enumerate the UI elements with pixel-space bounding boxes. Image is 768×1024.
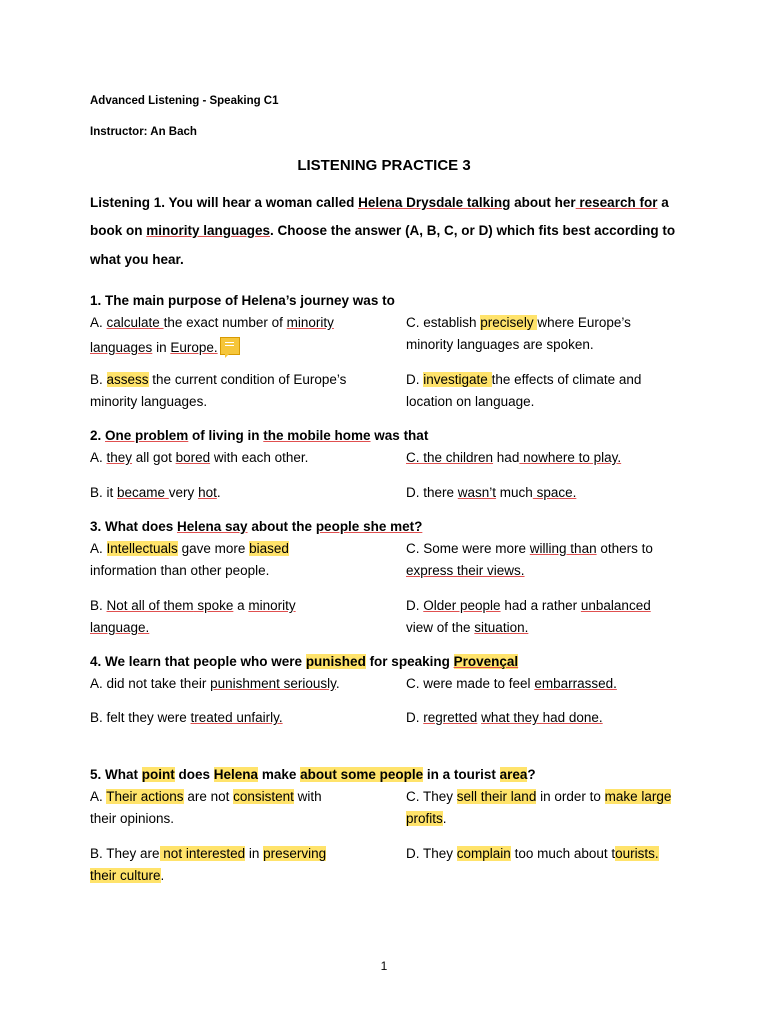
intro-line-3: what you hear. (90, 252, 184, 267)
comment-icon[interactable] (220, 337, 240, 355)
page-number: 1 (380, 959, 388, 973)
q1-option-c-cont: minority languages are spoken. (406, 337, 594, 352)
q1-option-b-cont: minority languages. (90, 394, 208, 409)
question-4: 4. We learn that people who were punished for speaking Provençal (90, 654, 519, 669)
q3-option-a: A. Intellectuals gave more biased (90, 541, 289, 556)
q1-option-c: C. establish precisely where Europe’s (406, 315, 631, 330)
q5-option-a: A. Their actions are not consistent with (90, 789, 322, 804)
q4-option-a: A. did not take their punishment seriously. (90, 676, 340, 691)
q3-option-d: D. Older people had a rather unbalanced (406, 598, 651, 613)
q5-option-b: B. They are not interested in preserving (90, 846, 327, 861)
q2-option-b: B. it became very hot. (90, 485, 221, 500)
q1-option-d-cont: location on language. (406, 394, 535, 409)
q2-option-c: C. the children had nowhere to play. (406, 450, 622, 465)
q4-option-b: B. felt they were treated unfairly. (90, 710, 283, 725)
intro-line-2: book on minority languages. Choose the answer (A, B, C, or D) which fits best according to (90, 223, 676, 238)
q4-option-d: D. regretted what they had done. (406, 710, 603, 725)
q5-option-c: C. They sell their land in order to make large (406, 789, 672, 804)
q5-option-a-cont: their opinions. (90, 811, 175, 826)
q3-option-c: C. Some were more willing than others to (406, 541, 653, 556)
q5-option-c-cont: profits. (406, 811, 447, 826)
instructor-name: Instructor: An Bach (90, 126, 197, 138)
question-5: 5. What point does Helena make about some people in a tourist area? (90, 767, 536, 782)
q5-option-b-cont: their culture. (90, 868, 165, 883)
q1-option-b: B. assess the current condition of Europe’s (90, 372, 347, 387)
page-title: LISTENING PRACTICE 3 (297, 157, 471, 174)
q1-option-a-cont: languages in Europe. (90, 337, 240, 355)
course-title: Advanced Listening - Speaking C1 (90, 95, 279, 107)
q1-option-d: D. investigate the effects of climate and (406, 372, 642, 387)
q1-option-a: A. calculate the exact number of minority (90, 315, 334, 330)
q3-option-b-cont: language. (90, 620, 150, 635)
intro-line-1: Listening 1. You will hear a woman called Helena Drysdale talking about her research for a (90, 195, 669, 210)
q3-option-b: B. Not all of them spoke a minority (90, 598, 296, 613)
question-2: 2. One problem of living in the mobile home was that (90, 428, 429, 443)
q3-option-c-cont: express their views. (406, 563, 525, 578)
q5-option-d: D. They complain too much about tourists. (406, 846, 659, 861)
q2-option-a: A. they all got bored with each other. (90, 450, 309, 465)
question-3: 3. What does Helena say about the people she met? (90, 519, 423, 534)
q4-option-c: C. were made to feel embarrassed. (406, 676, 617, 691)
q3-option-d-cont: view of the situation. (406, 620, 529, 635)
question-1: 1. The main purpose of Helena’s journey was to (90, 293, 395, 308)
q2-option-d: D. there wasn’t much space. (406, 485, 577, 500)
q3-option-a-cont: information than other people. (90, 563, 270, 578)
